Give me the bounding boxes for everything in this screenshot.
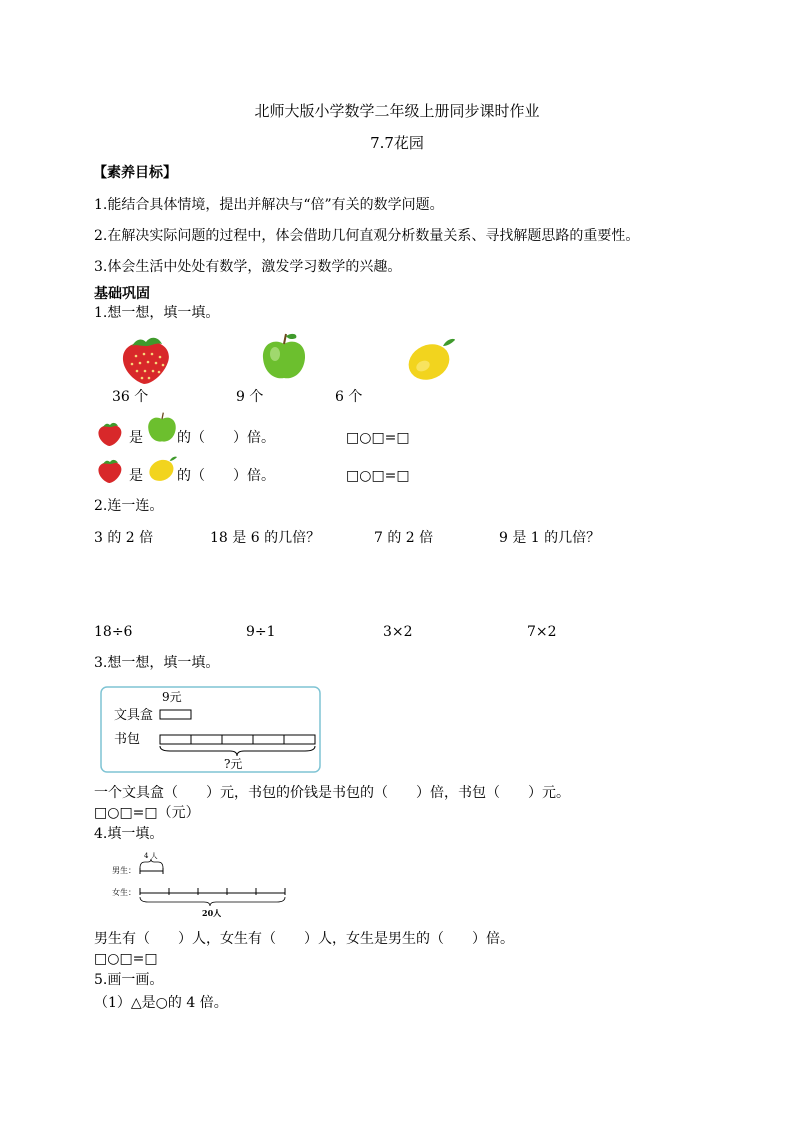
goals-heading: 【素养目标】 (93, 165, 177, 181)
q1-line2-formula[interactable]: □○□=□ (346, 468, 410, 484)
lemon-icon (403, 332, 457, 384)
students-diagram (110, 848, 290, 920)
apple-icon (146, 410, 178, 444)
q1-line1-formula[interactable]: □○□=□ (346, 430, 410, 446)
goal-item-3: 3.体会生活中处处有数学，激发学习数学的兴趣。 (94, 259, 402, 275)
q2-title: 2.连一连。 (94, 498, 164, 514)
q2-bottom-2[interactable]: 9÷1 (246, 624, 276, 640)
section-title: 基础巩固 (94, 286, 150, 302)
q2-bottom-4[interactable]: 7×2 (527, 624, 557, 640)
q3-title: 3.想一想，填一填。 (94, 655, 220, 671)
page-subtitle: 7.7花园 (370, 134, 424, 152)
q1-line2-blank[interactable]: 的（ ）倍。 (177, 468, 275, 484)
box-label: 文具盒 (114, 708, 154, 723)
q2-top-4[interactable]: 9 是 1 的几倍？ (499, 530, 601, 546)
strawberry-icon (96, 419, 124, 447)
q5-sub1: （1）△是○的 4 倍。 (94, 995, 228, 1011)
lemon-icon (146, 452, 178, 484)
bag-price-label: ?元 (224, 757, 243, 771)
count-strawberry: 36 个 (112, 389, 149, 405)
q1-line1-shi: 是 (129, 430, 143, 446)
page-title: 北师大版小学数学二年级上册同步课时作业 (254, 102, 540, 120)
boys-count-label: 4 人 (144, 852, 158, 860)
q2-top-2[interactable]: 18 是 6 的几倍？ (210, 530, 321, 546)
girls-label: 女生： (112, 888, 136, 897)
count-apple: 9 个 (236, 389, 264, 405)
q1-line1-blank[interactable]: 的（ ）倍。 (177, 430, 275, 446)
q2-bottom-1[interactable]: 18÷6 (94, 624, 133, 640)
apple-icon (260, 330, 308, 382)
q1-title: 1.想一想，填一填。 (94, 305, 220, 321)
q5-title: 5.画一画。 (94, 972, 164, 988)
box-price-label: 9元 (162, 690, 182, 704)
q2-top-3[interactable]: 7 的 2 倍 (374, 530, 434, 546)
q4-formula[interactable]: □○□=□ (94, 951, 158, 967)
goal-item-2: 2.在解决实际问题的过程中，体会借助几何直观分析数量关系、寻找解题思路的重要性。 (94, 228, 640, 244)
q3-sentence[interactable]: 一个文具盒（ ）元，书包的价钱是书包的（ ）倍，书包（ ）元。 (94, 785, 570, 801)
q3-formula[interactable]: □○□=□（元） (94, 805, 200, 821)
count-lemon: 6 个 (335, 389, 363, 405)
strawberry-icon (118, 330, 174, 386)
price-diagram (100, 686, 322, 774)
q4-sentence[interactable]: 男生有（ ）人，女生有（ ）人，女生是男生的（ ）倍。 (94, 931, 514, 947)
q1-line2-shi: 是 (129, 468, 143, 484)
boys-label: 男生： (112, 866, 136, 875)
bag-label: 书包 (114, 732, 141, 747)
goal-item-1: 1.能结合具体情境，提出并解决与“倍”有关的数学问题。 (94, 197, 444, 213)
q2-top-1[interactable]: 3 的 2 倍 (94, 530, 154, 546)
q4-title: 4.填一填。 (94, 826, 164, 842)
q2-bottom-3[interactable]: 3×2 (383, 624, 413, 640)
strawberry-icon (96, 456, 124, 484)
girls-total-label: 20人 (202, 908, 222, 918)
